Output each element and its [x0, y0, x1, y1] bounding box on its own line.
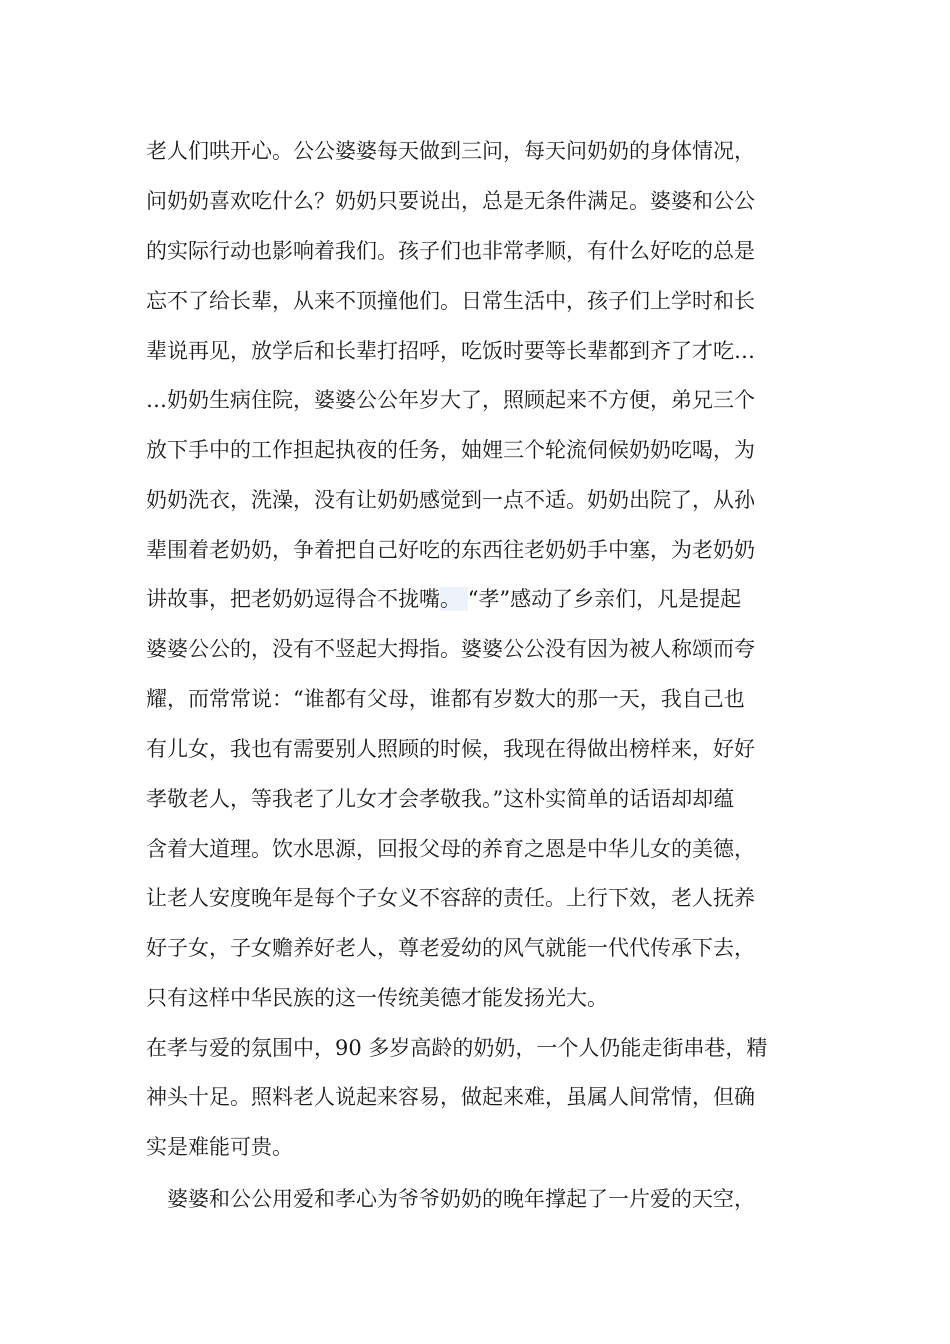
- text-selection-highlight: 。: [440, 587, 468, 611]
- text-line: 问奶奶喜欢吃什么？奶奶只要说出，总是无条件满足。婆婆和公公: [146, 189, 755, 213]
- text-line: 好子女，子女赡养好老人，尊老爱幼的风气就能一代代传承下去，: [146, 936, 755, 960]
- text-line: 老人们哄开心。公公婆婆每天做到三问，每天问奶奶的身体情况，: [146, 139, 755, 163]
- text-line: 放下手中的工作担起执夜的任务，妯娌三个轮流伺候奶奶吃喝，为: [146, 438, 755, 462]
- text-line: 奶奶洗衣，洗澡，没有让奶奶感觉到一点不适。奶奶出院了，从孙: [146, 488, 755, 512]
- text-line: 实是难能可贵。: [146, 1135, 293, 1159]
- text-line: …奶奶生病住院，婆婆公公年岁大了，照顾起来不方便，弟兄三个: [146, 388, 755, 412]
- text-line: 孝敬老人，等我老了儿女才会孝敬我。”这朴实简单的话语却却蕴: [146, 787, 735, 811]
- text-segment: 讲故事，把老奶奶逗得合不拢嘴: [146, 587, 440, 611]
- text-segment: “孝”感动了乡亲们，凡是提起: [467, 587, 742, 611]
- text-line: 让老人安度晚年是每个子女义不容辞的责任。上行下效，老人抚养: [146, 886, 755, 910]
- text-line: 在孝与爱的氛围中，90 多岁高龄的奶奶，一个人仍能走街串巷，精: [146, 1036, 768, 1060]
- text-line: [146, 584, 741, 614]
- text-line: 只有这样中华民族的这一传统美德才能发扬光大。: [146, 986, 608, 1010]
- text-line: 婆婆公公的，没有不竖起大拇指。婆婆公公没有因为被人称颂而夸: [146, 637, 755, 661]
- text-line: 的实际行动也影响着我们。孩子们也非常孝顺，有什么好吃的总是: [146, 239, 755, 263]
- text-line: 有儿女，我也有需要别人照顾的时候，我现在得做出榜样来，好好: [146, 737, 755, 761]
- text-line: 含着大道理。饮水思源，回报父母的养育之恩是中华儿女的美德，: [146, 837, 755, 861]
- text-line: 辈说再见，放学后和长辈打招呼，吃饭时要等长辈都到齐了才吃…: [146, 339, 755, 363]
- text-line: 辈围着老奶奶，争着把自己好吃的东西往老奶奶手中塞，为老奶奶: [146, 538, 755, 562]
- text-line: 婆婆和公公用爱和孝心为爷爷奶奶的晚年撑起了一片爱的天空，: [146, 1187, 755, 1211]
- text-line: 神头十足。照料老人说起来容易，做起来难，虽属人间常情，但确: [146, 1085, 755, 1109]
- text-line: 忘不了给长辈，从来不顶撞他们。日常生活中，孩子们上学时和长: [146, 289, 755, 313]
- text-line: 耀，而常常说：“谁都有父母，谁都有岁数大的那一天，我自己也: [146, 687, 745, 711]
